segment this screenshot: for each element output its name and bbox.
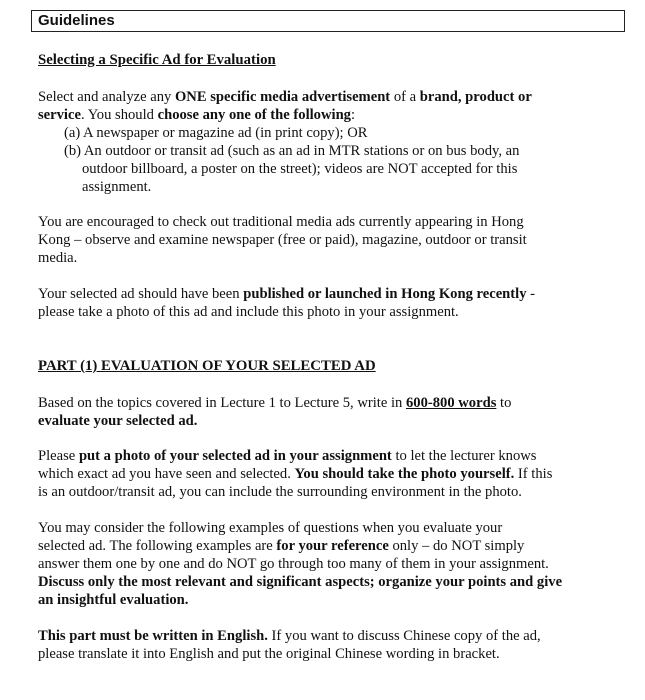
paragraph-line: This part must be written in English. If you want to discuss Chinese copy of the ad, (38, 628, 541, 644)
paragraph-line: please translate it into English and put the original Chinese wording in bracket. (38, 646, 500, 662)
paragraph-line: media. (38, 250, 78, 266)
guidelines-header (31, 10, 625, 32)
paragraph-line: Discuss only the most relevant and significant aspects; organize your points and give (38, 574, 563, 590)
paragraph-line: please take a photo of this ad and include this photo in your assignment. (38, 304, 459, 320)
option-a: (a) A newspaper or magazine ad (in print copy); OR (64, 125, 368, 141)
paragraph-line: which exact ad you have seen and selected. You should take the photo yourself. If this (38, 466, 553, 482)
paragraph-line: is an outdoor/transit ad, you can include the surrounding environment in the photo. (38, 484, 522, 500)
paragraph-line: Kong – observe and examine newspaper (free or paid), magazine, outdoor or transit (38, 232, 527, 248)
paragraph-line: evaluate your selected ad. (38, 413, 198, 429)
guidelines-title: Guidelines (38, 12, 115, 29)
section-heading-selecting-ad: Selecting a Specific Ad for Evaluation (38, 52, 276, 68)
paragraph-line: Select and analyze any ONE specific media advertisement of a brand, product or (38, 89, 532, 105)
paragraph-line: answer them one by one and do NOT go through too many of them in your assignment. (38, 556, 549, 572)
paragraph-line: service. You should choose any one of the following: (38, 107, 356, 123)
section-heading-part1: PART (1) EVALUATION OF YOUR SELECTED AD (38, 358, 376, 374)
paragraph-line: an insightful evaluation. (38, 592, 189, 608)
option-b-continued: assignment. (82, 179, 152, 195)
option-b: (b) An outdoor or transit ad (such as an ad in MTR stations or on bus body, an (64, 143, 520, 159)
option-b-continued: outdoor billboard, a poster on the street); videos are NOT accepted for this (82, 161, 518, 177)
paragraph-line: Please put a photo of your selected ad in your assignment to let the lecturer knows (38, 448, 537, 464)
paragraph-line: Your selected ad should have been published or launched in Hong Kong recently - (38, 286, 536, 302)
paragraph-line: You are encouraged to check out traditional media ads currently appearing in Hong (38, 214, 524, 230)
paragraph-line: You may consider the following examples of questions when you evaluate your (38, 520, 503, 536)
paragraph-line: Based on the topics covered in Lecture 1 to Lecture 5, write in 600-800 words to (38, 395, 512, 411)
paragraph-line: selected ad. The following examples are for your reference only – do NOT simply (38, 538, 525, 554)
